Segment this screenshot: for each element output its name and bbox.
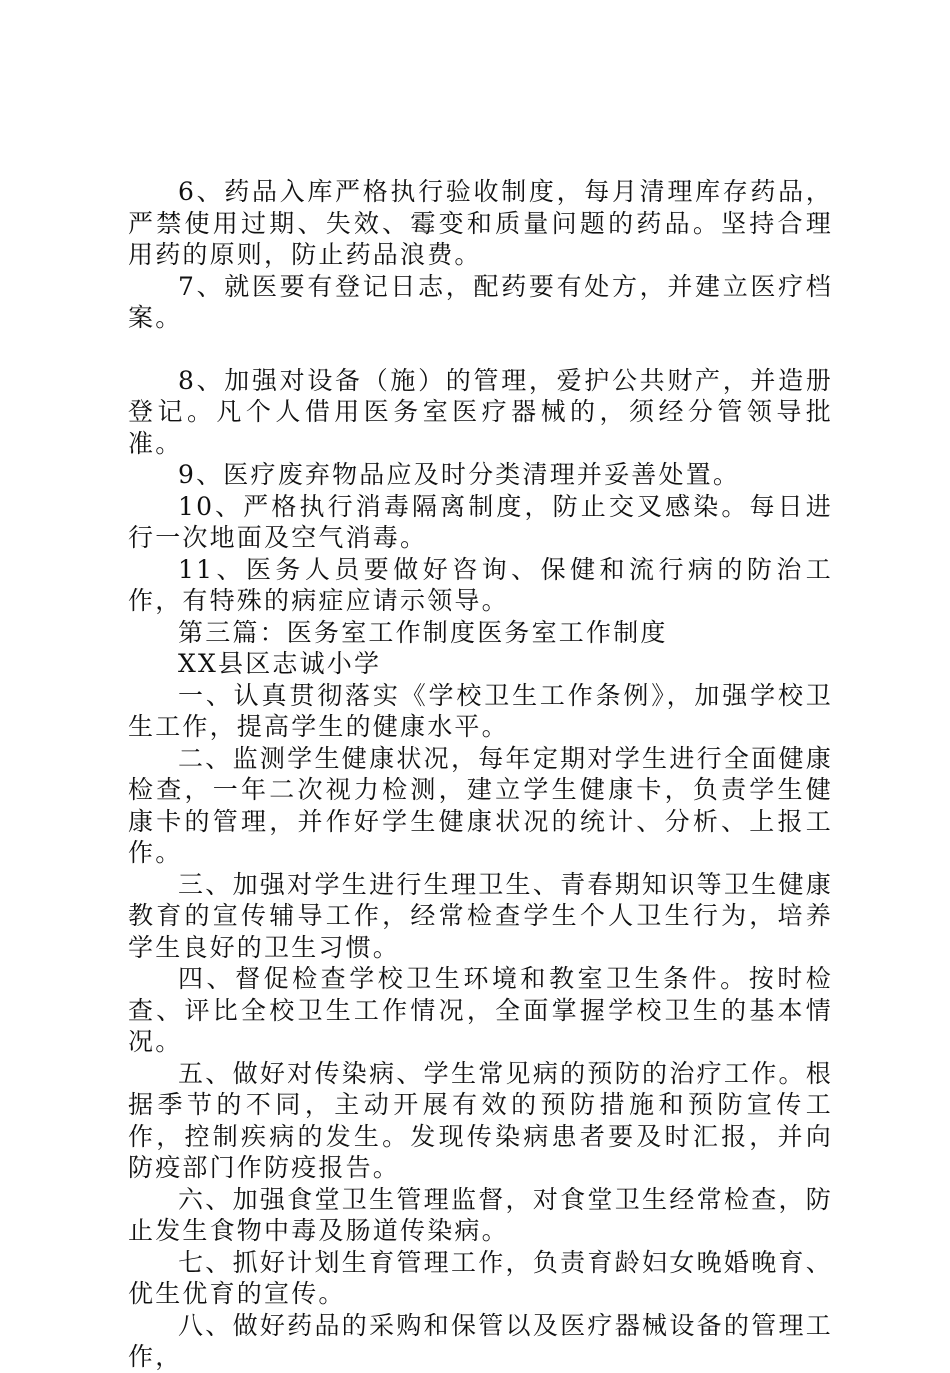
paragraph-item-10: 10、严格执行消毒隔离制度，防止交叉感染。每日进行一次地面及空气消毒。 <box>128 491 833 552</box>
rule-item-8: 八、做好药品的采购和保管以及医疗器械设备的管理工作， <box>128 1310 833 1371</box>
paragraph-item-6: 6、药品入库严格执行验收制度，每月清理库存药品，严禁使用过期、失效、霉变和质量问题的药品。坚持合理用药的原则，防止药品浪费。 <box>128 177 833 269</box>
paragraph-spacer <box>128 334 833 365</box>
paragraph-item-8: 8、加强对设备（施）的管理，爱护公共财产，并造册登记。凡个人借用医务室医疗器械的，须经分管领导批准。 <box>128 365 833 458</box>
rule-item-5: 五、做好对传染病、学生常见病的预防的治疗工作。根据季节的不同，主动开展有效的预防措施和预防宣传工作，控制疾病的发生。发现传染病患者要及时汇报，并向防疫部门作防疫报告。 <box>128 1058 833 1182</box>
paragraph-item-7: 7、就医要有登记日志，配药要有处方，并建立医疗档案。 <box>128 271 833 332</box>
section-heading: 第三篇：医务室工作制度医务室工作制度 <box>178 617 668 647</box>
rule-item-6: 六、加强食堂卫生管理监督，对食堂卫生经常检查，防止发生食物中毒及肠道传染病。 <box>128 1184 833 1245</box>
rule-item-7: 七、抓好计划生育管理工作，负责育龄妇女晚婚晚育、优生优育的宣传。 <box>128 1247 833 1308</box>
paragraph-item-9: 9、医疗废弃物品应及时分类清理并妥善处置。 <box>178 460 741 489</box>
document-body <box>128 176 833 1373</box>
rule-item-3: 三、加强对学生进行生理卫生、青春期知识等卫生健康教育的宣传辅导工作，经常检查学生个人卫生行为，培养学生良好的卫生习惯。 <box>128 869 833 962</box>
paragraph-item-11: 11、医务人员要做好咨询、保健和流行病的防治工作，有特殊的病症应请示领导。 <box>128 554 833 615</box>
school-name: XX县区志诚小学 <box>178 649 382 678</box>
rule-item-2: 二、监测学生健康状况，每年定期对学生进行全面健康检查，一年二次视力检测，建立学生健康卡，负责学生健康卡的管理，并作好学生健康状况的统计、分析、上报工作。 <box>128 743 833 867</box>
rule-item-1: 一、认真贯彻落实《学校卫生工作条例》，加强学校卫生工作，提高学生的健康水平。 <box>128 680 833 741</box>
rule-item-4: 四、督促检查学校卫生环境和教室卫生条件。按时检查、评比全校卫生工作情况，全面掌握学校卫生的基本情况。 <box>128 964 833 1056</box>
